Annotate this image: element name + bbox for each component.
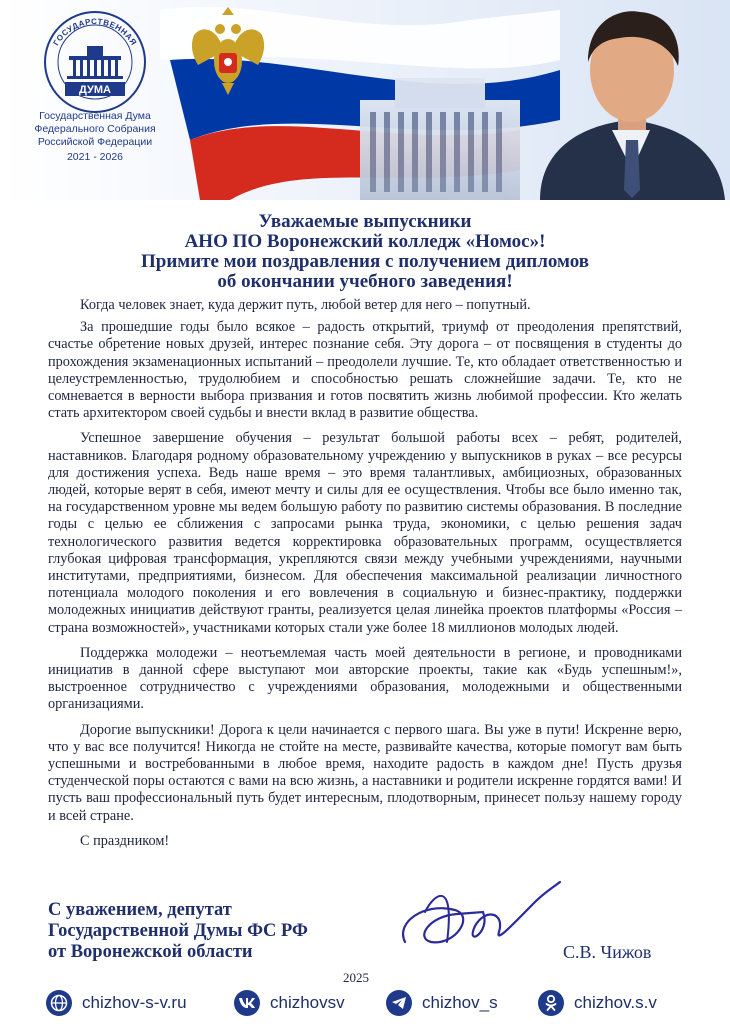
social-label-vk: chizhovsv xyxy=(270,993,345,1012)
org-line-2: Федерального Собрания xyxy=(34,123,156,135)
social-link-odnoklassniki[interactable] xyxy=(538,988,657,1018)
odnoklassniki-icon xyxy=(538,990,564,1016)
signature-line-1: С уважением, депутат xyxy=(48,900,232,920)
paragraph-4: Дорогие выпускники! Дорога к цели начинается с первого шага. Вы уже в пути! Искренне верю, что у вас все получится! Никогда не стойте на месте, развивайте качества, которые помогут вам быть успешными и востребованными в любое время, находите радость в каждом дне! Пусть друзья студенческой поры остаются с вами на всю жизнь, а наставники и родители искренне гордятся вами! И пусть ваш профессиональный путь будет интересным, плодотворным, принесет пользу нашему городу и всей стране. xyxy=(48,721,682,824)
logo-word: ДУМА xyxy=(79,84,111,96)
title-line-2: АНО ПО Воронежский колледж «Номос»! xyxy=(184,231,546,252)
globe-icon xyxy=(46,990,72,1016)
social-label-odnoklassniki: chizhov.s.v xyxy=(574,993,657,1012)
paragraph-epigraph: Когда человек знает, куда держит путь, любой ветер для него – попутный. xyxy=(80,297,531,313)
title-line-1: Уважаемые выпускники xyxy=(258,211,472,232)
letter-header xyxy=(0,0,730,200)
header-artwork xyxy=(0,0,730,200)
paragraph-1: За прошедшие годы было всякое – радость открытий, триумф от преодоления препятствий, счастье обретение новых друзей, интерес познание себя. Эту дорога – от посвящения в студенты до прохождения экзаменационных испытаний – преодолели лучшие. Те, кто обладает ответственностью и целеустремленностью, трудолюбием и способностью решать сложнейшие задачи. Те, кто не сомневается в верности выбора призвания и готов посвятить жизнь любимой профессии. Кто желать стать архитектором своей судьбы и внести вклад в развитие общества. xyxy=(48,319,682,422)
telegram-icon xyxy=(386,990,412,1016)
letter-body xyxy=(48,212,682,850)
signature-line-3: от Воронежской области xyxy=(48,942,253,962)
logo-arc-text: ГОСУДАРСТВЕННАЯ xyxy=(51,16,139,48)
organization-caption xyxy=(20,110,170,164)
title-line-3: Примите мои поздравления с получением дипломов xyxy=(140,251,590,272)
signature-block xyxy=(48,900,308,963)
handwritten-signature xyxy=(395,872,565,962)
title-line-4: об окончании учебного заведения! xyxy=(217,271,513,292)
greeting: С праздником! xyxy=(80,832,170,849)
letter-year: 2025 xyxy=(343,970,369,985)
social-label-telegram: chizhov_s xyxy=(422,993,498,1012)
vk-icon xyxy=(234,990,260,1016)
org-line-1: Государственная Дума xyxy=(39,110,151,122)
social-label-website: chizhov-s-v.ru xyxy=(82,993,187,1012)
social-link-vk[interactable] xyxy=(234,988,345,1018)
social-link-website[interactable] xyxy=(46,988,187,1018)
term-years: 2021 - 2026 xyxy=(66,151,124,163)
social-links xyxy=(46,988,696,1018)
paragraph-3: Поддержка молодежи – неотъемлемая часть моей деятельности в регионе, и проводниками инициатив в данной сфере выступают мои авторские проекты, такие как «Будь успешным!», выстроенное сотрудничество с учреждениями образования, молодежными и общественными организациями. xyxy=(48,644,682,713)
org-line-3: Российской Федерации xyxy=(37,136,153,148)
signatory-name: С.В. Чижов xyxy=(563,942,652,962)
letter-title xyxy=(48,212,682,292)
social-link-telegram[interactable] xyxy=(386,988,498,1018)
signature-line-2: Государственной Думы ФС РФ xyxy=(48,921,308,941)
paragraph-2: Успешное завершение обучения – результат большой работы всех – ребят, родителей, наставников. Благодаря родному образовательному учреждению у выпускников в руках – все ресурсы для достижения успеха. Ведь наше время – это время талантливых, амбициозных, образованных людей, которые верят в себя, имеют мечту и силы для ее осуществления. Чтобы все было именно так, на государственном уровне мы ведем большую работу по развитию системы образования. В последние годы с целью ее сближения с запросами рынка труда, экономики, с целью решения задач технологического развития ведется корректировка образовательных программ, осуществляется глубокая цифровая трансформация, укрепляются связи между учебными учреждениями, научными институтами, предприятиями, бизнесом. Для обеспечения максимальной реализации личностного потенциала молодого поколения и его вовлечения в социальную и бизнес-практику, поддержки молодежных инициатив действуют гранты, реализуется целая линейка проектов платформы «Россия – страна возможностей», участниками которых стали уже более 18 миллионов молодых людей. xyxy=(48,430,682,636)
